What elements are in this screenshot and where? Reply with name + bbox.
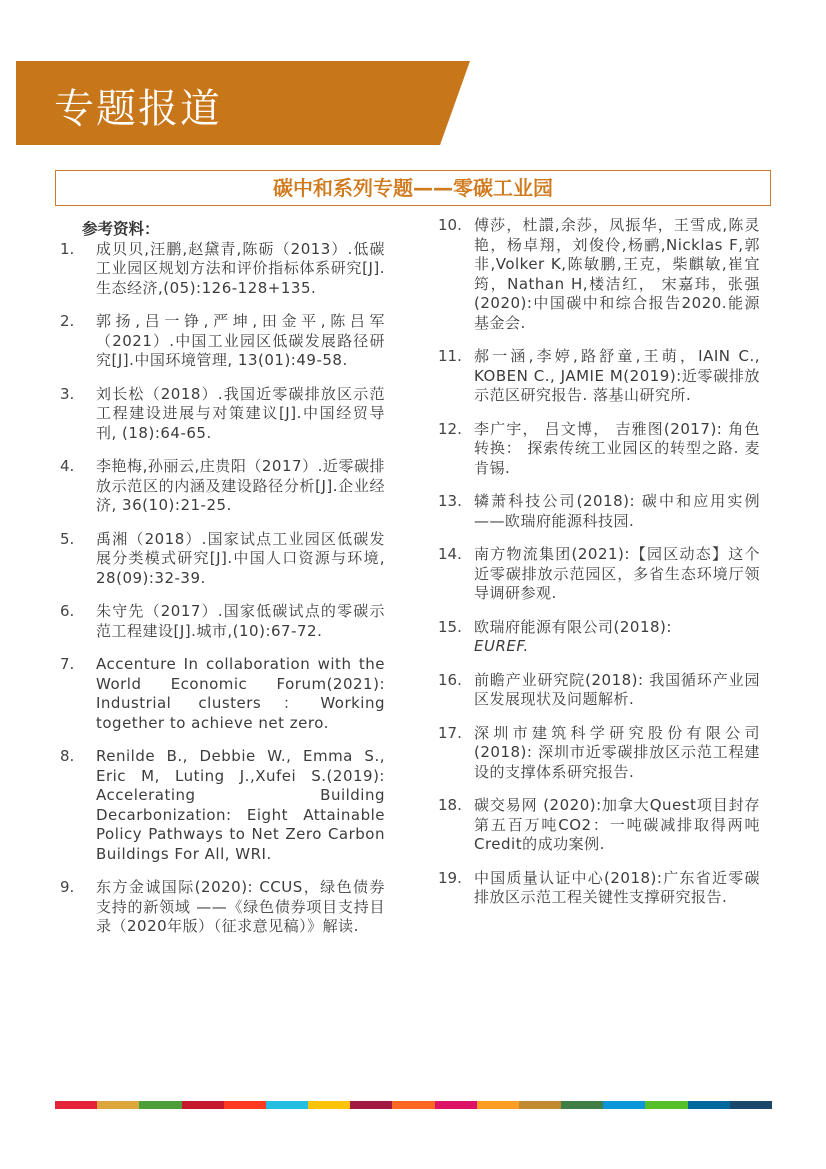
reference-number: 11. — [438, 347, 462, 365]
reference-item — [438, 724, 760, 783]
references-heading: 参考资料： — [82, 220, 160, 238]
stripe-segment — [392, 1101, 434, 1109]
reference-text: 李广宇， 吕文博， 吉雅图(2017): 角色转换： 探索传统工业园区的转型之路. 麦肯锡. — [474, 419, 760, 477]
reference-number: 12. — [438, 419, 462, 438]
stripe-segment — [266, 1101, 308, 1109]
stripe-segment — [730, 1101, 772, 1109]
reference-item — [60, 312, 385, 371]
footer-color-stripe — [55, 1101, 772, 1109]
stripe-segment — [224, 1101, 266, 1109]
stripe-segment — [97, 1101, 139, 1109]
reference-text: 前瞻产业研究院(2018): 我国循环产业园区发展现状及问题解析. — [474, 670, 760, 708]
reference-number: 9. — [60, 878, 75, 896]
reference-number: 16. — [438, 670, 462, 689]
reference-text: 中国质量认证中心(2018):广东省近零碳排放区示范工程关键性支撑研究报告. — [474, 868, 760, 906]
reference-text: 李艳梅,孙丽云,庄贵阳（2017）.近零碳排放示范区的内涵及建设路径分析[J].企业经济, 36(10):21-25. — [96, 457, 385, 514]
reference-item — [438, 796, 760, 855]
reference-text: 碳交易网 (2020):加拿大Quest项目封存第五百万吨CO2：一吨碳减排取得两吨Credit的成功案例. — [474, 796, 760, 853]
reference-text: Accenture In collaboration with the World Economic Forum(2021): Industrial clusters：Working together to achieve net zero. — [96, 655, 385, 732]
reference-item — [60, 240, 385, 299]
section-banner — [16, 61, 470, 145]
reference-text: 朱守先（2017）.国家低碳试点的零碳示范工程建设[J].城市,(10):67-72. — [96, 602, 385, 640]
reference-text: 郝一涵,李婷,路舒童,王萌，IAIN C., KOBEN C., JAMIE M(2019):近零碳排放示范区研究报告. 落基山研究所. — [474, 347, 760, 404]
reference-number: 13. — [438, 492, 462, 510]
reference-text: 刘长松（2018）.我国近零碳排放区示范工程建设进展与对策建议[J].中国经贸导刊, (18):64-65. — [96, 384, 385, 442]
reference-number: 6. — [60, 602, 75, 620]
reference-item — [438, 347, 760, 406]
reference-number: 1. — [60, 239, 75, 258]
reference-number: 17. — [438, 723, 462, 742]
stripe-segment — [350, 1101, 392, 1109]
reference-text: 成贝贝,汪鹏,赵黛青,陈砺（2013）.低碳工业园区规划方法和评价指标体系研究[J].生态经济,(05):126-128+135. — [96, 239, 385, 297]
reference-item — [60, 602, 385, 641]
reference-number: 18. — [438, 796, 462, 814]
stripe-segment — [308, 1101, 350, 1109]
reference-text: 郭扬,吕一铮,严坤,田金平,陈吕军（2021）.中国工业园区低碳发展路径研究[J].中国环境管理, 13(01):49-58. — [96, 312, 385, 369]
reference-item — [438, 545, 760, 604]
reference-number: 4. — [60, 457, 75, 475]
stripe-segment — [688, 1101, 730, 1109]
reference-text: 禹湘（2018）.国家试点工业园区低碳发展分类模式研究[J].中国人口资源与环境, 28(09):32-39. — [96, 529, 385, 587]
reference-text: Renilde B., Debbie W., Emma S., Eric M, Luting J.,Xufei S.(2019): Accelerating Building Decarbonization: Eight Attainable Policy Pathways to Net Zero Carbon Buildings For All, WRI. — [96, 747, 385, 863]
stripe-segment — [645, 1101, 687, 1109]
reference-item — [60, 385, 385, 444]
reference-item — [438, 618, 760, 657]
reference-item — [60, 530, 385, 589]
reference-text: 傅莎，杜譞,余莎，凤振华，王雪成,陈灵艳，杨卓翔，刘俊伶,杨鹂,Nicklas F,郭非,Volker K,陈敏鹏,王克，柴麒敏,崔宜筠，Nathan H,楼洁红， 宋嘉玮，张强(2020):中国碳中和综合报告2020.能源基金会. — [474, 216, 760, 332]
stripe-segment — [55, 1101, 97, 1109]
reference-text: 深圳市建筑科学研究股份有限公司(2018): 深圳市近零碳排放区示范工程建设的支撑体系研究报告. — [474, 723, 760, 781]
reference-number: 2. — [60, 312, 75, 330]
stripe-segment — [435, 1101, 477, 1109]
reference-number: 10. — [438, 216, 462, 234]
reference-number: 5. — [60, 529, 75, 548]
reference-item — [438, 869, 760, 908]
reference-italic-title: EUREF. — [474, 637, 529, 655]
reference-item — [60, 655, 385, 733]
reference-item — [438, 492, 760, 531]
stripe-segment — [519, 1101, 561, 1109]
reference-text: 南方物流集团(2021):【园区动态】这个近零碳排放示范园区，多省生态环境厅领导调研参观. — [474, 545, 760, 602]
reference-number: 14. — [438, 545, 462, 563]
stripe-segment — [561, 1101, 603, 1109]
reference-item — [60, 878, 385, 937]
stripe-segment — [603, 1101, 645, 1109]
reference-item — [438, 420, 760, 479]
reference-text: 东方金诚国际(2020): CCUS，绿色债券支持的新领域 ——《绿色债券项目支持目录（2020年版）（征求意见稿）》解读. — [96, 878, 385, 935]
reference-number: 3. — [60, 384, 75, 403]
reference-text: 欧瑞府能源有限公司(2018): EUREF. — [474, 617, 672, 655]
stripe-segment — [139, 1101, 181, 1109]
reference-number: 7. — [60, 655, 75, 673]
reference-item — [60, 747, 385, 864]
references-right-column — [438, 216, 760, 922]
section-title: 专题报道 — [54, 86, 222, 132]
reference-number: 19. — [438, 868, 462, 887]
reference-item — [438, 671, 760, 710]
reference-item — [60, 457, 385, 516]
stripe-segment — [477, 1101, 519, 1109]
stripe-segment — [182, 1101, 224, 1109]
references-list-right — [438, 216, 760, 908]
references-left-column — [60, 216, 385, 951]
reference-number: 15. — [438, 617, 462, 636]
reference-text: 辚萧科技公司(2018): 碳中和应用实例——欧瑞府能源科技园. — [474, 492, 760, 530]
topic-title: 碳中和系列专题——零碳工业园 — [55, 170, 771, 206]
references-list-left — [60, 240, 385, 937]
reference-item — [438, 216, 760, 333]
reference-number: 8. — [60, 747, 75, 765]
